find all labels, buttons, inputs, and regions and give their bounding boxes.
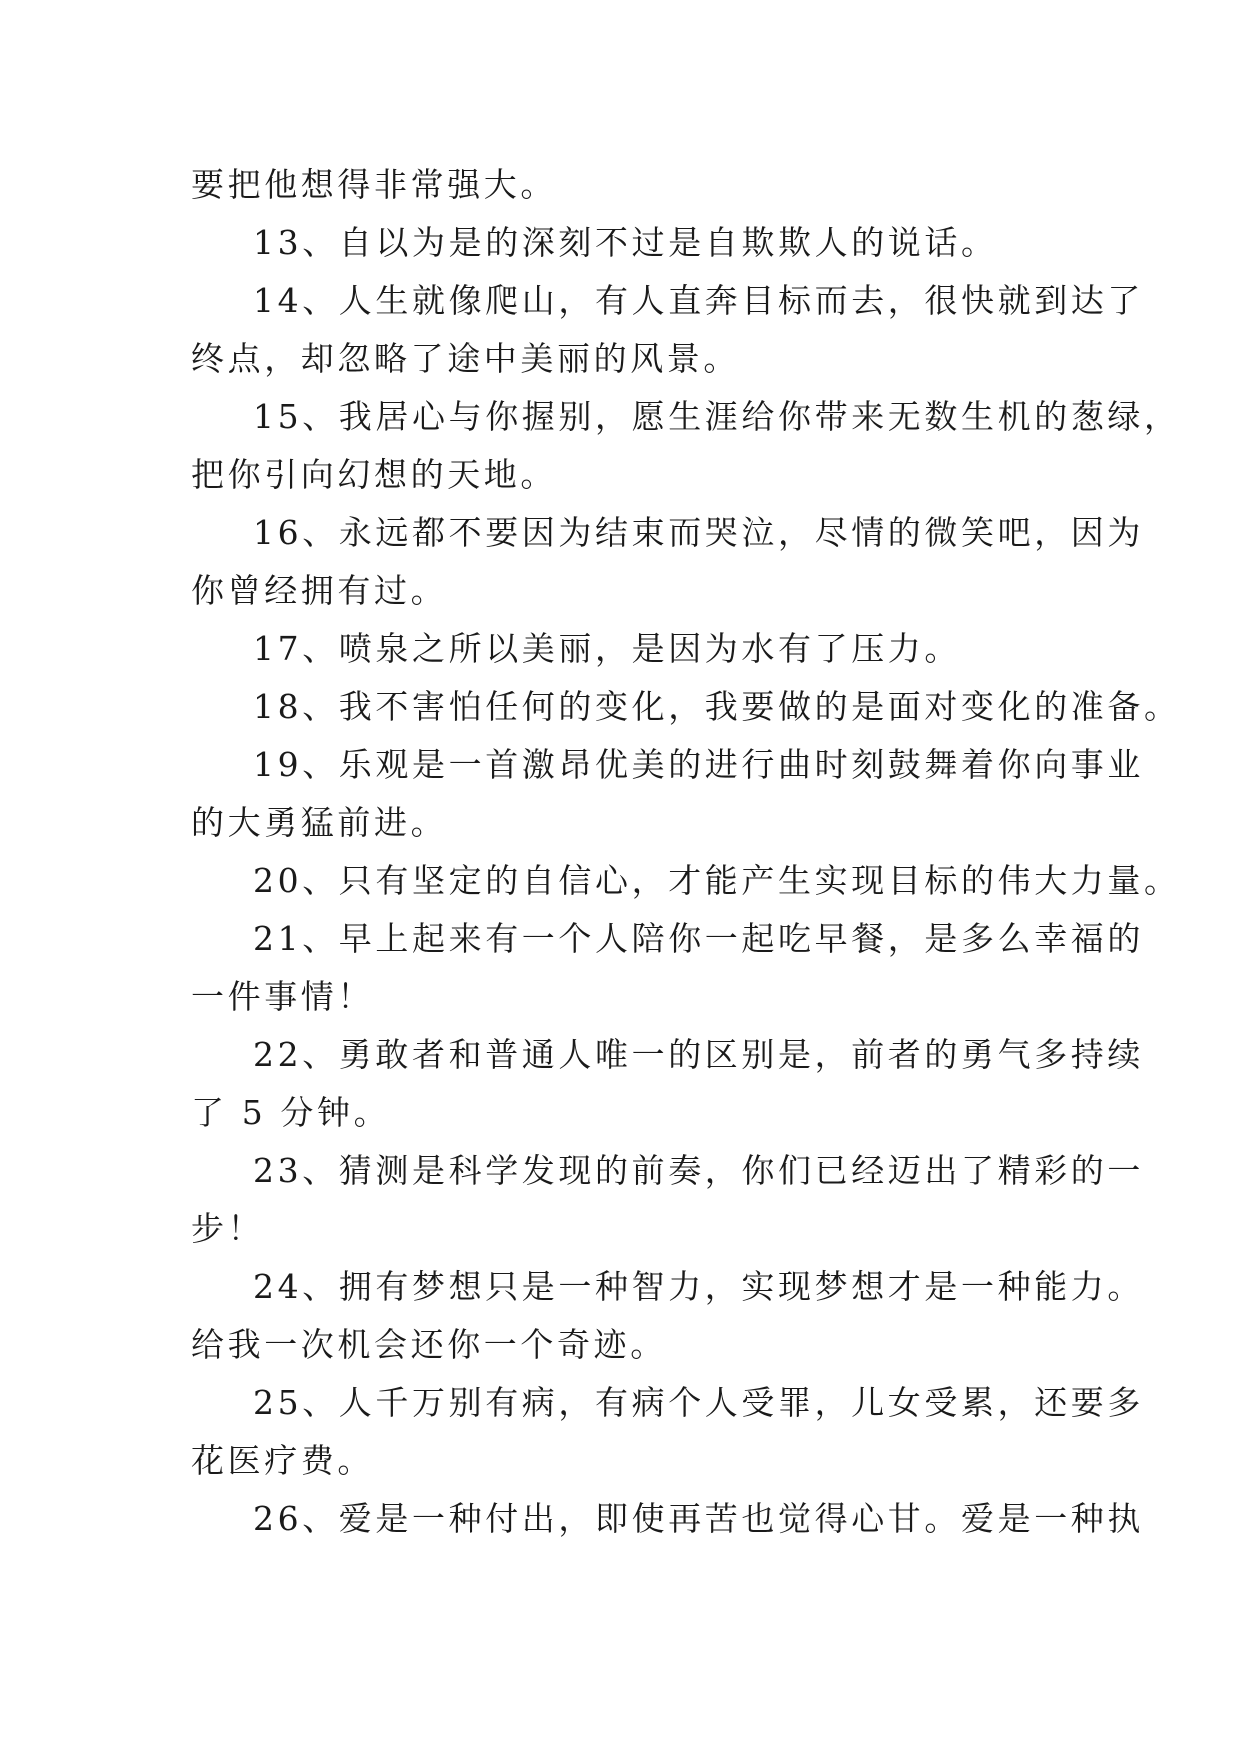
- text-line: 要把他想得非常强大。: [191, 165, 557, 204]
- text-line: 26、爱是一种付出，即使再苦也觉得心甘。爱是一种执: [253, 1499, 1144, 1538]
- text-line: 21、早上起来有一个人陪你一起吃早餐，是多么幸福的: [253, 919, 1144, 958]
- text-line: 花医疗费。: [191, 1441, 374, 1480]
- text-line: 终点，却忽略了途中美丽的风景。: [191, 339, 740, 378]
- text-line: 22、勇敢者和普通人唯一的区别是，前者的勇气多持续: [253, 1035, 1144, 1074]
- document-body: [191, 156, 1181, 1548]
- text-line: 25、人千万别有病，有病个人受罪，儿女受累，还要多: [253, 1383, 1144, 1422]
- text-line: 一件事情！: [191, 977, 374, 1016]
- text-line: 18、我不害怕任何的变化，我要做的是面对变化的准备。: [253, 687, 1181, 726]
- text-line: 13、自以为是的深刻不过是自欺欺人的说话。: [253, 223, 998, 262]
- text-line: 24、拥有梦想只是一种智力，实现梦想才是一种能力。: [253, 1267, 1144, 1306]
- text-line: 15、我居心与你握别，愿生涯给你带来无数生机的葱绿，: [253, 397, 1181, 436]
- text-line: 了 5 分钟。: [191, 1093, 391, 1132]
- text-line: 给我一次机会还你一个奇迹。: [191, 1325, 667, 1364]
- text-line: 23、猜测是科学发现的前奏，你们已经迈出了精彩的一: [253, 1151, 1144, 1190]
- text-line: 17、喷泉之所以美丽，是因为水有了压力。: [253, 629, 961, 668]
- text-line: 14、人生就像爬山，有人直奔目标而去，很快就到达了: [253, 281, 1144, 320]
- text-line: 把你引向幻想的天地。: [191, 455, 557, 494]
- text-line: 20、只有坚定的自信心，才能产生实现目标的伟大力量。: [253, 861, 1181, 900]
- text-line: 的大勇猛前进。: [191, 803, 448, 842]
- text-line: 19、乐观是一首激昂优美的进行曲时刻鼓舞着你向事业: [253, 745, 1144, 784]
- text-line: 16、永远都不要因为结束而哭泣，尽情的微笑吧，因为: [253, 513, 1144, 552]
- text-line: 你曾经拥有过。: [191, 571, 448, 610]
- text-line: 步！: [191, 1209, 265, 1248]
